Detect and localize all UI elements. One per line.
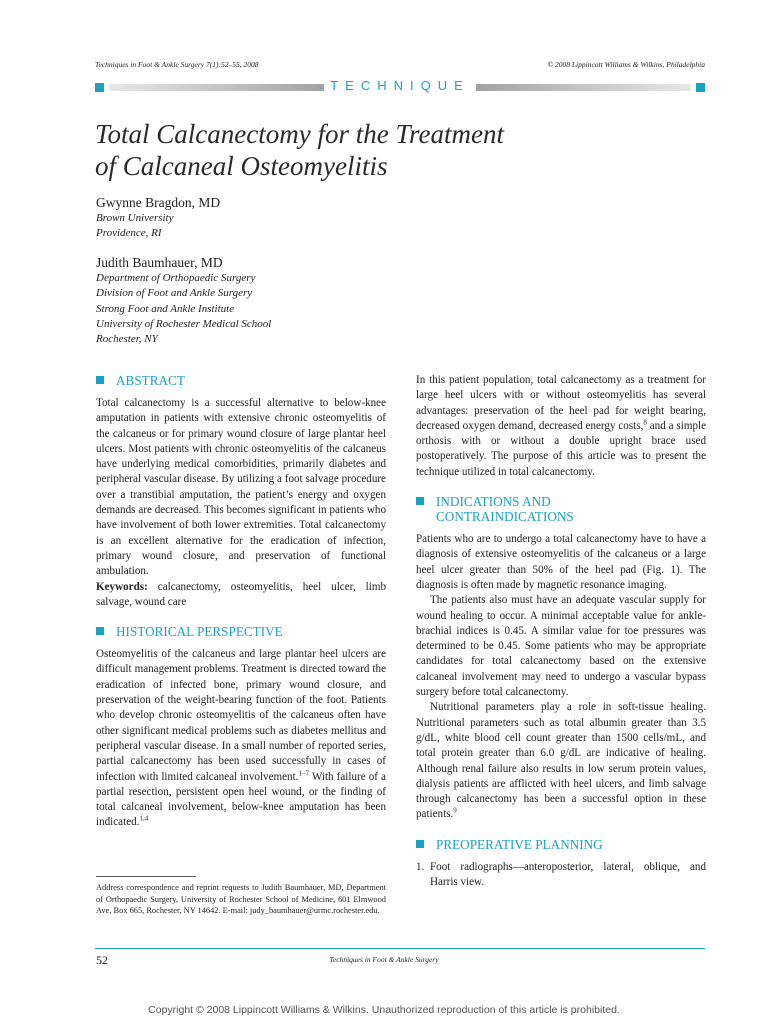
abstract-heading: ABSTRACT [96, 373, 386, 388]
footnote-rule [96, 876, 196, 877]
author-1 [96, 194, 220, 242]
list-number: 1. [416, 860, 425, 873]
affiliation-line: Department of Orthopaedic Surgery [96, 272, 256, 284]
author-2 [96, 254, 271, 347]
indications-paragraph: Nutritional parameters play a role in soft-tissue healing. Nutritional parameters such as total albumin greater than 3.5 g/dL, white blood cell count greater than 1500 cells/mL, and total protein greater than 6.0 g/dL are indicative of healing. Although renal failure also results in low serum protein values, dialysis patients are afflicted with heel ulcers, and limb salvage through calcanectomy has been a successful option in these patients.$^9$ [416, 701, 706, 821]
historical-text-continued: In this patient population, total calcanectomy as a treatment for large heel ulcers with or without osteomyelitis has several advantages: preservation of the heel pad for weight bearing, decreased oxygen demand, decreased energy costs,$^8$ and a simple orthosis with or without a double upright brace used postoperatively. The purpose of this article was to present the technique utilized in total calcanectomy. [416, 374, 707, 478]
keywords-list: calcanectomy, osteomyelitis, heel ulcer, limb salvage, wound care [96, 580, 386, 608]
band-square-right [696, 83, 705, 92]
reference-citation: 1–7 [298, 768, 309, 777]
section-band [95, 78, 705, 94]
affiliation-line: Brown University [96, 212, 174, 224]
title-line-1: Total Calcanectomy for the Treatment [95, 119, 504, 149]
heading-square-icon [416, 840, 424, 848]
page-number: 52 [96, 953, 108, 967]
affiliation-line: University of Rochester Medical School [96, 317, 272, 330]
left-column [96, 373, 386, 831]
footer-rule [95, 948, 705, 949]
list-text: Foot radiographs—anteroposterior, lateral, oblique, and Harris view. [430, 860, 706, 889]
journal-citation: Techniques in Foot & Ankle Surgery 7(1):52–55, 2008 [95, 60, 259, 69]
author-name: Gwynne Bragdon, MD [96, 195, 221, 210]
abstract-text: Total calcanectomy is a successful alternative to below-knee amputation in patients with extensive chronic osteomyelitis of the calcaneus or for primary wound closure of large plantar heel ulcers. Most patients with chronic osteomyelitis of the calcaneus have underlying medical comorbidities, primarily diabetes and peripheral vascular disease. By utilizing a foot salvage procedure over a transtibial amputation, the patient’s energy and oxygen demands are decreased. This becomes significant in patients who have involvement of both lower extremities. Total calcanectomy is an excellent alternative for the eradication of infection, primary wound closure, and preservation of functional ambulation. [96, 397, 386, 578]
right-column [416, 373, 706, 890]
correspondence-footnote: Address correspondence and reprint requests to Judith Baumhauer, MD, Department of Orthopaedic Surgery, University of Rochester School of Medicine, 601 Elmwood Ave, Box 665, Rochester, NY 14642. E-mail: judy_baumhauer@urmc.rochester.edu. [96, 883, 386, 916]
keywords [96, 580, 386, 611]
affiliation-line: Strong Foot and Ankle Institute [96, 302, 235, 315]
copyright-notice: Copyright © 2008 Lippincott Williams & Wilkins. Unauthorized reproduction of this article is prohibited. [148, 1004, 620, 1016]
affiliation-line: Rochester, NY [96, 333, 158, 346]
heading-square-icon [416, 497, 424, 505]
indications-paragraph: The patients also must have an adequate vascular supply for wound healing to occur. A minimal acceptable value for ankle-brachial indices is 0.45. A similar value for toe pressures was determined to be 0.45. Some patients who may be appropriate candidates for total calcanectomy based on the extensive calcaneal involvement may need to undergo a vascular bypass surgery before total calcanectomy. [416, 594, 706, 699]
author-name: Judith Baumhauer, MD [96, 255, 223, 270]
reference-citation: 8 [643, 418, 647, 427]
reference-citation: 9 [453, 806, 457, 815]
keywords-label: Keywords: [96, 580, 148, 593]
heading-square-icon [96, 376, 104, 384]
preoperative-heading: PREOPERATIVE PLANNING [416, 837, 706, 852]
affiliation-line: Providence, RI [96, 227, 162, 240]
indications-heading: INDICATIONS AND CONTRAINDICATIONS [416, 494, 706, 524]
article-title [95, 118, 655, 182]
historical-heading: HISTORICAL PERSPECTIVE [96, 624, 386, 639]
publisher-notice: © 2008 Lippincott Williams & Wilkins, Philadelphia [547, 60, 705, 69]
historical-text: Osteomyelitis of the calcaneus and large plantar heel ulcers are difficult management problems. Treatment is directed toward the eradication of infected bone, primary wound closure, and preservation of the weight-bearing function of the foot. Patients who develop chronic osteomyelitis of the calcaneus often have other significant medical problems such as diabetes mellitus and peripheral vascular disease. In a small number of reported series, partial calcanectomy has been used successfully in cases of infection with limited calcaneal involvement.$^{1-7}$ With failure of a partial resection, persistent open heel wound, or the finding of total calcaneal involvement, below-knee amputation has been indicated.$^{1,4}$ [96, 648, 386, 829]
indications-paragraph: Patients who are to undergo a total calcanectomy have to have a diagnosis of extensive osteomyelitis of the calcaneus or a large heel ulcer greater than 50% of the heel pad (Fig. 1). The diagnosis is often made by magnetic resonance imaging. [416, 533, 706, 591]
running-head [95, 60, 705, 69]
title-line-2: of Calcaneal Osteomyelitis [95, 151, 388, 181]
reference-citation: 1,4 [139, 814, 149, 823]
list-item [416, 860, 706, 891]
section-label: TECHNIQUE [324, 78, 476, 93]
footer-journal-name: Techniques in Foot & Ankle Surgery [329, 955, 439, 964]
heading-square-icon [96, 627, 104, 635]
affiliation-line: Division of Foot and Ankle Surgery [96, 287, 253, 300]
